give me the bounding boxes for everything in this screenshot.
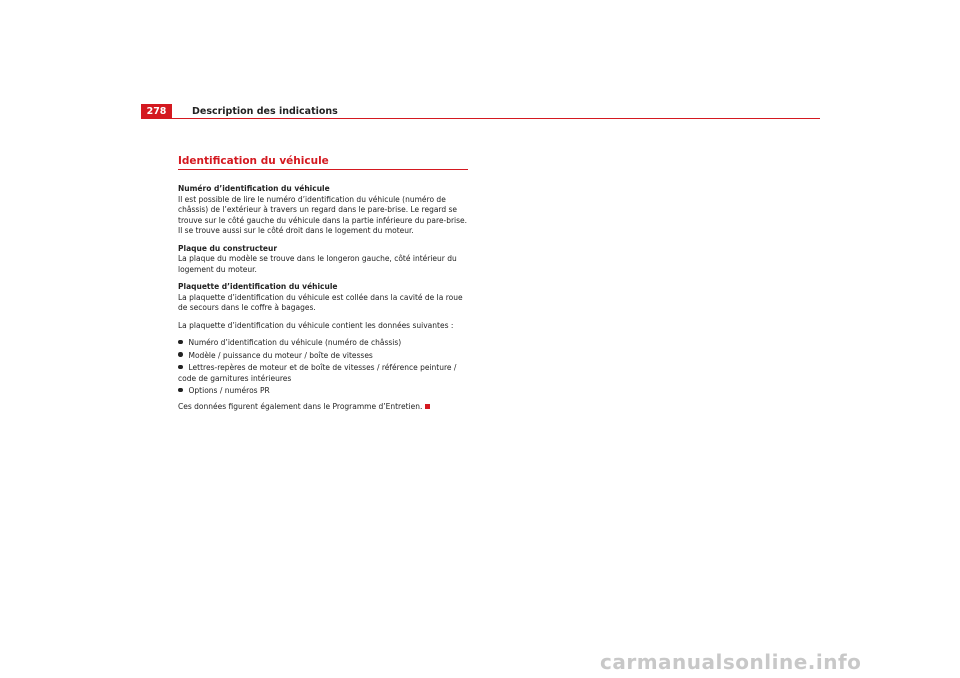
list-item-text: Lettres-repères de moteur et de boîte de vitesses / référence peinture / code de garnitures intérieures xyxy=(178,363,457,383)
sticker-paragraph-1: La plaquette d’identification du véhicule est collée dans la cavité de la roue de secours dans le coffre à bagages. xyxy=(178,292,463,312)
plate-paragraph: La plaque du modèle se trouve dans le longeron gauche, côté intérieur du logement du moteur. xyxy=(178,254,457,274)
bullet-icon xyxy=(178,365,183,370)
list-item-text: Numéro d’identification du véhicule (numéro de châssis) xyxy=(188,338,402,347)
vin-heading: Numéro d’identification du véhicule xyxy=(178,184,330,193)
list-item xyxy=(178,338,468,349)
watermark: carmanualsonline.info xyxy=(600,650,862,674)
bullet-icon xyxy=(178,340,183,345)
sticker-heading: Plaquette d’identification du véhicule xyxy=(178,282,338,291)
closing-paragraph xyxy=(178,402,468,413)
bullet-icon xyxy=(178,388,183,393)
content-column xyxy=(178,154,468,419)
header-title: Description des indications xyxy=(192,106,338,117)
bullet-icon xyxy=(178,352,183,357)
closing-text: Ces données figurent également dans le Programme d’Entretien. xyxy=(178,401,423,411)
list-item xyxy=(178,386,468,397)
list-item xyxy=(178,351,468,362)
end-of-section-icon xyxy=(425,404,430,409)
header-rule xyxy=(141,118,820,119)
plate-heading: Plaque du constructeur xyxy=(178,243,278,253)
list-item-text: Options / numéros PR xyxy=(188,386,270,395)
list-item xyxy=(178,363,468,384)
page-number: 278 xyxy=(141,104,172,119)
data-list xyxy=(178,338,468,397)
section-title: Identification du véhicule xyxy=(178,154,468,170)
list-item-text: Modèle / puissance du moteur / boîte de vitesses xyxy=(188,350,373,360)
vin-paragraph: Il est possible de lire le numéro d’identification du véhicule (numéro de châssis) de l’extérieur à travers un regard dans le pare-brise. Le regard se trouve sur le côté gauche du véhicule dans la partie inférieure du pare-brise. Il se trouve aussi sur le côté droit dans le logement du moteur. xyxy=(178,194,468,235)
sticker-paragraph-2: La plaquette d’identification du véhicule contient les données suivantes : xyxy=(178,320,454,330)
